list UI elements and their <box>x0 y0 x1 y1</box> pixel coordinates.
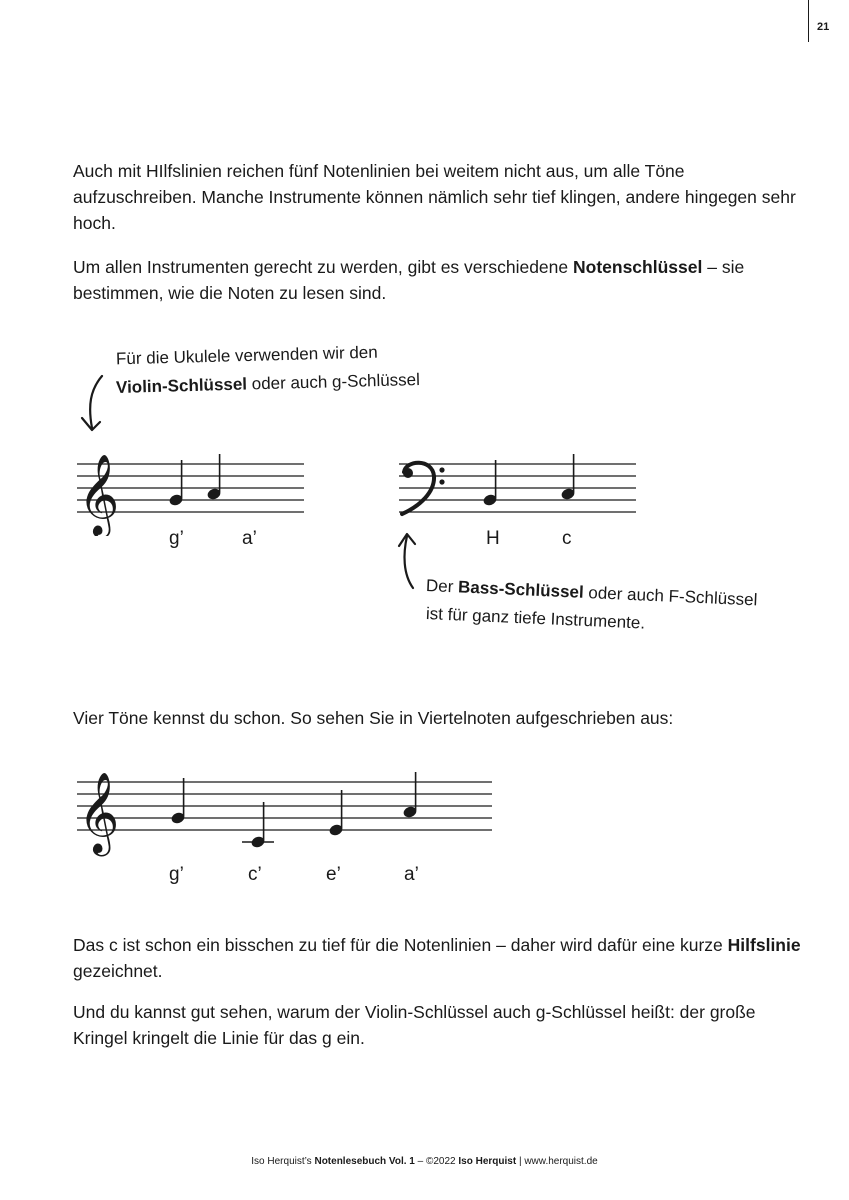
paragraph-four-notes: Vier Töne kennst du schon. So sehen Sie in Viertelnoten aufgeschrieben aus: <box>73 708 674 728</box>
treble-staff <box>74 440 306 536</box>
note-label-h: H <box>486 528 500 549</box>
note-label-c: c <box>562 528 572 549</box>
arrow-up-icon <box>395 530 425 592</box>
arrow-down-icon <box>78 372 114 438</box>
page-number-rule <box>808 0 809 42</box>
note-label-e: e’ <box>326 864 341 885</box>
bass-staff <box>396 440 640 536</box>
note-label-g: g’ <box>169 864 184 885</box>
paragraph-clefs: Um allen Instrumenten gerecht zu werden, gibt es verschiedene Notenschlüssel – sie bestimmen, wie die Noten zu lesen sind. <box>73 257 745 303</box>
paragraph-intro: Auch mit HIlfslinien reichen fünf Notenlinien bei weitem nicht aus, um alle Töne aufzuschreiben. Manche Instrumente können nämlich sehr tief klingen, andere hingegen sehr hoch. <box>73 161 796 233</box>
paragraph-ledger: Das c ist schon ein bisschen zu tief für die Notenlinien – daher wird dafür eine kurze Hilfslinie gezeichnet. <box>73 935 801 981</box>
treble-clef-icon: 𝄞 <box>78 771 120 853</box>
page-footer: Iso Herquist’s Notenlesebuch Vol. 1 – ©2022 Iso Herquist | www.herquist.de <box>251 1156 598 1167</box>
bass-clef-note-line1: Der Bass-Schlüssel oder auch F-Schlüssel <box>425 576 758 610</box>
note-label-a: a’ <box>404 864 419 885</box>
paragraph-g-clef: Und du kannst gut sehen, warum der Violin-Schlüssel auch g-Schlüssel heißt: der große Kringel kringelt die Linie für das g ein. <box>73 1002 756 1048</box>
bass-clef-note-line2: ist für ganz tiefe Instrumente. <box>425 604 646 633</box>
four-notes-staff <box>74 758 494 858</box>
note-label-g: g’ <box>169 528 184 549</box>
page-number: 21 <box>817 21 830 33</box>
note-label-c: c’ <box>248 864 262 885</box>
treble-clef-icon: 𝄞 <box>78 453 120 535</box>
violin-clef-note-line1: Für die Ukulele verwenden wir den <box>115 342 378 369</box>
note-label-a: a’ <box>242 528 257 549</box>
violin-clef-note-line2: Violin-Schlüssel oder auch g-Schlüssel <box>115 370 421 397</box>
